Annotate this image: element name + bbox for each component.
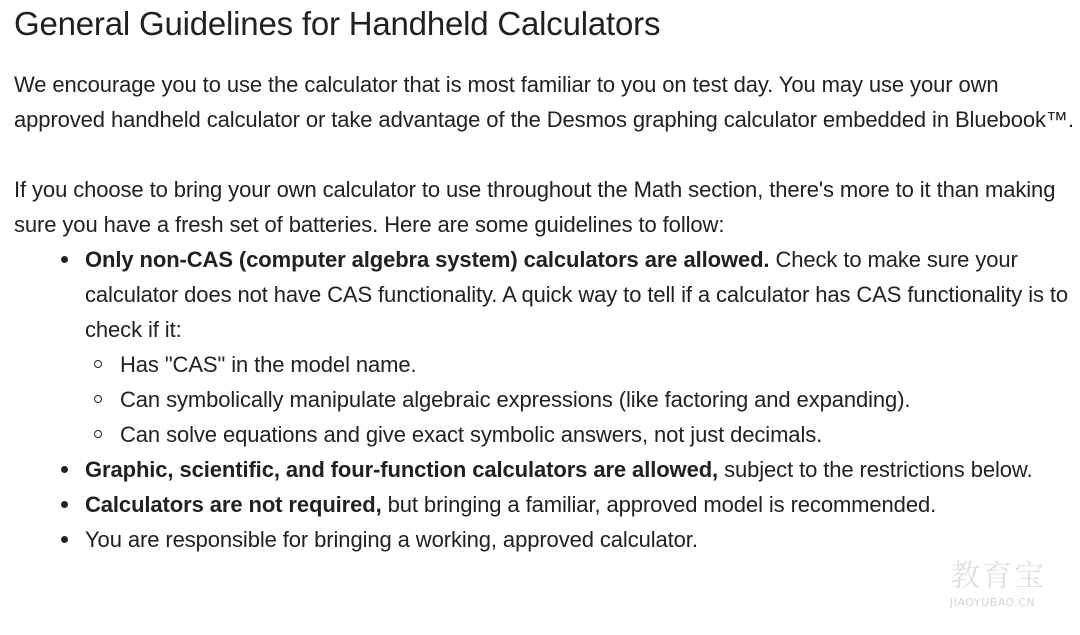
intro-paragraph: We encourage you to use the calculator that is most familiar to you on test day. You may use your own approved handheld calculator or take advantage of the Desmos graphing calculator embedded in Bluebook™.: [14, 72, 1074, 132]
list-item-bold-lead: Calculators are not required,: [85, 492, 382, 517]
sublist-item: Has "CAS" in the model name.: [120, 347, 1076, 382]
sublist-item: Can solve equations and give exact symbolic answers, not just decimals.: [120, 417, 1076, 452]
page-title: General Guidelines for Handheld Calculators: [14, 5, 661, 42]
cas-check-sublist: [85, 347, 1076, 452]
guidelines-intro-paragraph: If you choose to bring your own calculator to use throughout the Math section, there's more to it than making sure you have a fresh set of batteries. Here are some guidelines to follow:: [14, 177, 1056, 237]
document: [14, 0, 1076, 557]
watermark-domain: JIAOYUBAO.CN: [950, 596, 1036, 609]
sublist-item: Can symbolically manipulate algebraic expressions (like factoring and expanding).: [120, 382, 1076, 417]
list-item-text: but bringing a familiar, approved model is recommended.: [381, 492, 937, 517]
watermark-logo: [950, 560, 1062, 612]
list-item-text: subject to the restrictions below.: [718, 457, 1033, 482]
list-item-bold-lead: Only non-CAS (computer algebra system) calculators are allowed.: [85, 247, 770, 272]
list-item-responsibility: [85, 522, 1076, 557]
list-item-bold-lead: Graphic, scientific, and four-function calculators are allowed,: [85, 457, 719, 482]
watermark-glyphs: 教育宝: [950, 559, 1046, 594]
list-item-text: You are responsible for bringing a working, approved calculator.: [85, 527, 698, 552]
list-item-allowed-types: [85, 452, 1076, 487]
list-item-text: Check to make sure your calculator does not have CAS functionality. A quick way to tell if a calculator has CAS functionality is to check if it:: [85, 247, 1069, 342]
list-item-non-cas: [85, 242, 1076, 452]
list-item-not-required: [85, 487, 1076, 522]
guidelines-list: [14, 242, 1076, 557]
